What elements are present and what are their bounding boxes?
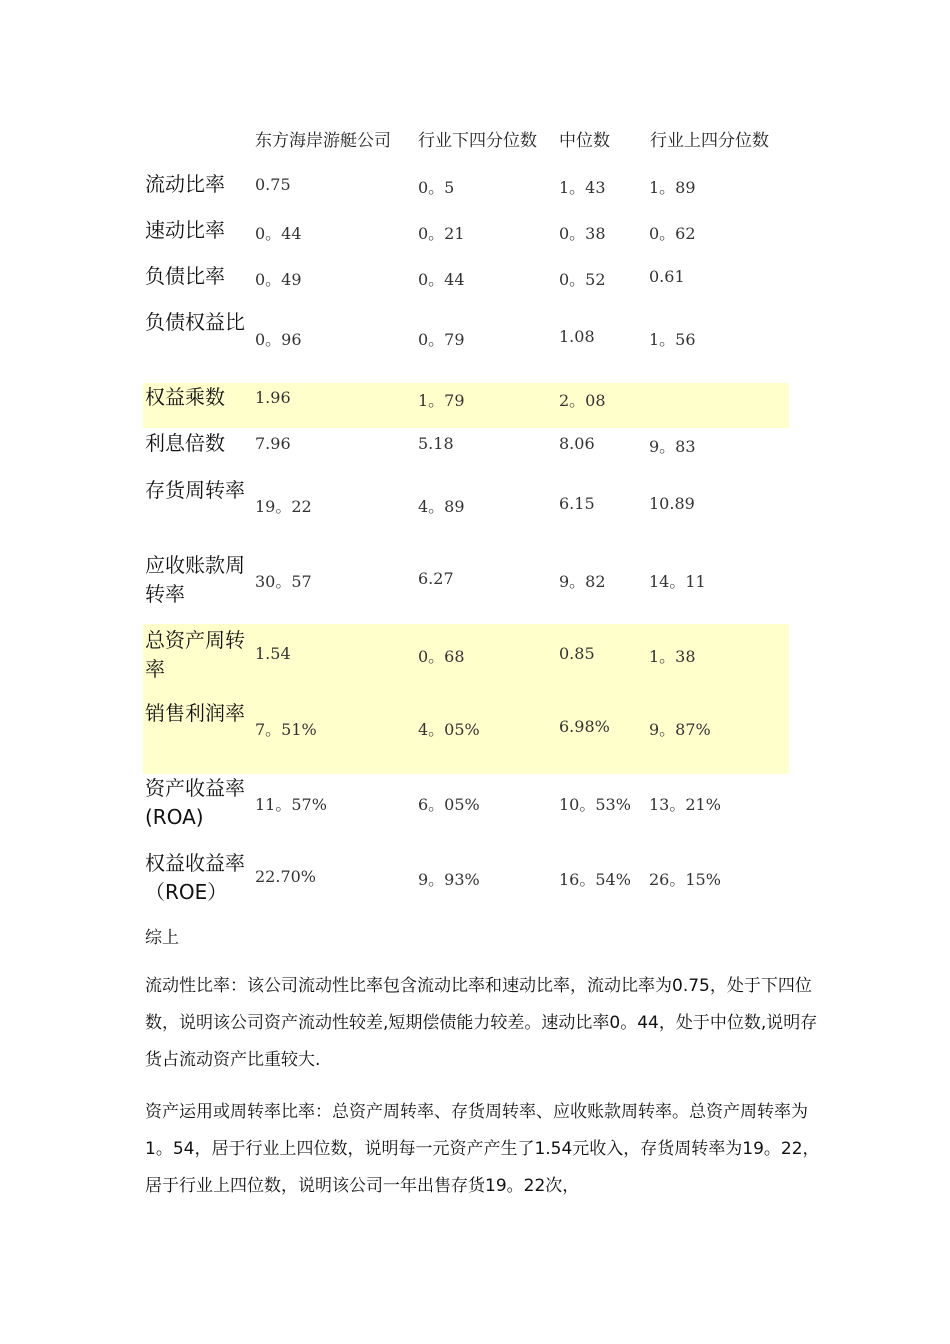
row-label: 销售利润率 xyxy=(145,701,245,725)
cell-upper-quartile: 26。15% xyxy=(649,870,721,889)
cell-lower-quartile: 5.18 xyxy=(418,434,454,453)
paragraph-liquidity: 流动性比率：该公司流动性比率包含流动比率和速动比率，流动比率为0.75，处于下四位数，说明该公司资产流动性较差,短期偿债能力较差。速动比率0。44，处于中位数,说明存货占流动资产比重较大. xyxy=(145,976,818,1070)
cell-upper-quartile: 9。83 xyxy=(649,437,696,456)
cell-median: 9。82 xyxy=(559,572,606,591)
row-label: 权益乘数 xyxy=(145,385,225,409)
cell-company: 0.75 xyxy=(255,175,291,194)
col-header-upper-quartile: 行业上四分位数 xyxy=(650,131,769,151)
cell-median: 6.15 xyxy=(559,494,595,513)
cell-lower-quartile: 0。5 xyxy=(418,178,455,197)
cell-upper-quartile: 0。62 xyxy=(649,224,696,243)
row-label: 权益收益率（ROE） xyxy=(145,851,245,904)
paragraph-turnover: 资产运用或周转率比率：总资产周转率、存货周转率、应收账款周转率。总资产周转率为1。54，居于行业上四位数，说明每一元资产产生了1.54元收入，存货周转率为19。22，居于行业上四位数，说明该公司一年出售存货19。22次， xyxy=(145,1102,820,1196)
row-label: 利息倍数 xyxy=(145,431,225,455)
cell-company: 7。51% xyxy=(255,720,317,739)
table-row xyxy=(143,260,789,304)
cell-upper-quartile: 10.89 xyxy=(649,494,695,513)
row-label: 流动比率 xyxy=(145,172,225,196)
cell-upper-quartile: 0.61 xyxy=(649,267,685,286)
cell-median: 16。54% xyxy=(559,870,631,889)
cell-lower-quartile: 0。68 xyxy=(418,647,465,666)
table-row xyxy=(143,306,789,378)
col-header-median: 中位数 xyxy=(559,131,610,151)
cell-lower-quartile: 4。89 xyxy=(418,497,465,516)
table-row xyxy=(143,549,789,621)
cell-median: 2。08 xyxy=(559,391,606,410)
cell-company: 1.54 xyxy=(255,644,291,663)
table-row xyxy=(143,168,789,212)
cell-median: 0。52 xyxy=(559,270,606,289)
cell-company: 7.96 xyxy=(255,434,291,453)
table-row-highlighted xyxy=(143,699,789,774)
table-row xyxy=(143,429,789,473)
table-row-highlighted xyxy=(143,624,789,699)
row-label: 存货周转率 xyxy=(145,478,245,502)
summary-heading: 综上 xyxy=(145,928,179,948)
cell-median: 0.85 xyxy=(559,644,595,663)
row-label: 速动比率 xyxy=(145,218,225,242)
col-header-lower-quartile: 行业下四分位数 xyxy=(418,131,537,151)
cell-company: 22.70% xyxy=(255,867,317,886)
cell-company: 19。22 xyxy=(255,497,312,516)
cell-upper-quartile: 14。11 xyxy=(649,572,706,591)
cell-lower-quartile: 1。79 xyxy=(418,391,465,410)
cell-lower-quartile: 4。05% xyxy=(418,720,480,739)
cell-lower-quartile: 0。21 xyxy=(418,224,465,243)
cell-lower-quartile: 0。79 xyxy=(418,330,465,349)
row-label: 负债比率 xyxy=(145,264,225,288)
cell-median: 8.06 xyxy=(559,434,595,453)
row-label: 资产收益率(ROA) xyxy=(145,776,245,829)
col-header-company: 东方海岸游艇公司 xyxy=(255,131,391,151)
table-row xyxy=(143,214,789,258)
cell-upper-quartile: 9。87% xyxy=(649,720,711,739)
cell-upper-quartile: 1。56 xyxy=(649,330,696,349)
table-row xyxy=(143,849,789,923)
cell-upper-quartile: 1。38 xyxy=(649,647,696,666)
row-label: 负债权益比 xyxy=(145,310,245,334)
cell-median: 1。43 xyxy=(559,178,606,197)
cell-median: 6.98% xyxy=(559,717,610,736)
cell-upper-quartile: 1。89 xyxy=(649,178,696,197)
cell-median: 0。38 xyxy=(559,224,606,243)
cell-median: 1.08 xyxy=(559,327,595,346)
cell-upper-quartile: 13。21% xyxy=(649,795,721,814)
cell-lower-quartile: 0。44 xyxy=(418,270,465,289)
cell-company: 0。44 xyxy=(255,224,302,243)
table-row xyxy=(143,474,789,546)
cell-company: 1.96 xyxy=(255,388,291,407)
cell-lower-quartile: 6.27 xyxy=(418,569,454,588)
table-row xyxy=(143,774,789,848)
table-row-highlighted xyxy=(143,383,789,428)
cell-lower-quartile: 9。93% xyxy=(418,870,480,889)
cell-company: 0。49 xyxy=(255,270,302,289)
cell-company: 0。96 xyxy=(255,330,302,349)
cell-median: 10。53% xyxy=(559,795,631,814)
row-label: 应收账款周转率 xyxy=(145,553,245,606)
cell-company: 11。57% xyxy=(255,795,327,814)
cell-company: 30。57 xyxy=(255,572,312,591)
cell-lower-quartile: 6。05% xyxy=(418,795,480,814)
row-label: 总资产周转率 xyxy=(145,628,245,681)
